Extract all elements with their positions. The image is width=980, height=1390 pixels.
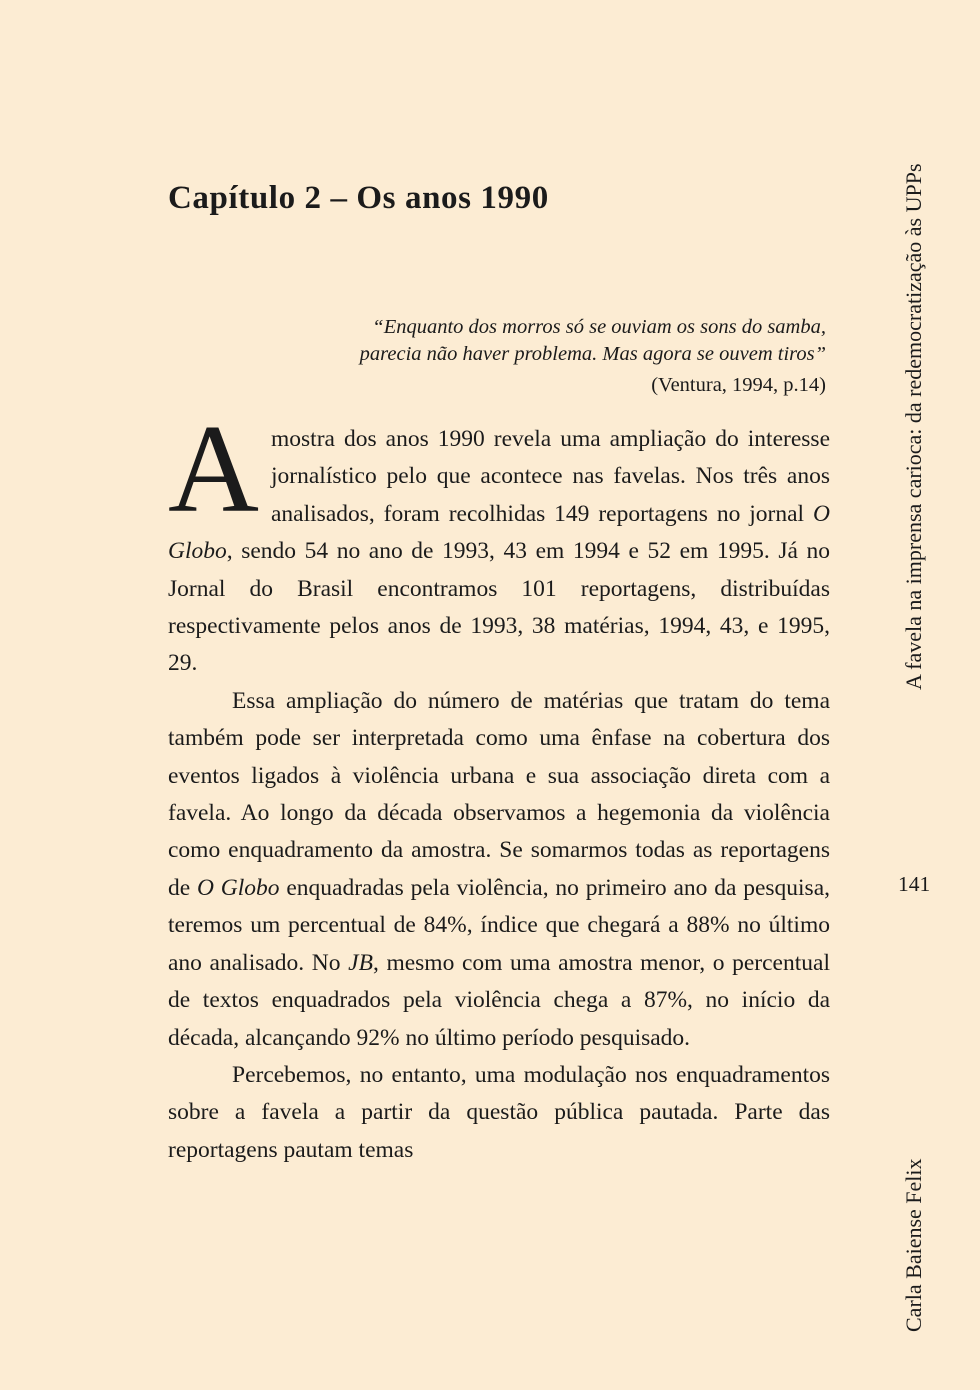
paragraph [168, 1057, 830, 1169]
italic-text: O Globo [168, 500, 830, 565]
body-paragraphs [168, 400, 830, 1169]
running-title-vertical: A favela na imprensa carioca: da redemocratização às UPPs [901, 163, 926, 690]
epigraph-citation: (Ventura, 1994, p.14) [651, 373, 826, 396]
drop-cap: A [168, 400, 259, 539]
paragraph [168, 683, 830, 1057]
italic-text: O Globo [197, 874, 280, 901]
body-text-segment: mostra dos anos 1990 revela uma ampliação do interesse jornalístico pelo que acontece nas favelas. Nos três anos analisados, foram recolhidas 149 reportagens no jornal [271, 426, 830, 527]
body-text-segment: Essa ampliação do número de matérias que tratam do tema também pode ser interpretada como uma ênfase na cobertura dos eventos ligados à violência urbana e sua associação direta com a favela. Ao longo da década observamos a hegemonia da violência como enquadramento da amostra. Se somarmos todas as reportagens de [168, 687, 830, 901]
epigraph-line: parecia não haver problema. Mas agora se ouvem tiros” [359, 343, 826, 366]
epigraph-line: “Enquanto dos morros só se ouviam os sons do samba, [372, 316, 826, 338]
italic-text: JB [348, 949, 373, 976]
body-text-segment: enquadradas pela violência, no primeiro ano da pesquisa, teremos um percentual de 84%, índice que chegará a 88% no último ano analisado. No [168, 874, 830, 976]
author-name-vertical: Carla Baiense Felix [901, 1158, 926, 1332]
body-text-segment: , mesmo com uma amostra menor, o percentual de textos enquadrados pela violência chega a 87%, no início da década, alcançando 92% no último período pesquisado. [168, 949, 830, 1051]
chapter-title: Capítulo 2 – Os anos 1990 [168, 180, 549, 217]
body-text-segment: , sendo 54 no ano de 1993, 43 em 1994 e 52 em 1995. Já no Jornal do Brasil encontramos 101 reportagens, distribuídas respectivamente pelos anos de 1993, 38 matérias, 1994, 43, e 1995, 29. [168, 538, 830, 677]
paragraph [168, 400, 830, 683]
page-number: 141 [898, 872, 931, 896]
body-text-segment: Percebemos, no entanto, uma modulação nos enquadramentos sobre a favela a partir da questão pública pautada. Parte das reportagens pautam temas [168, 1061, 830, 1163]
epigraph [240, 314, 826, 399]
